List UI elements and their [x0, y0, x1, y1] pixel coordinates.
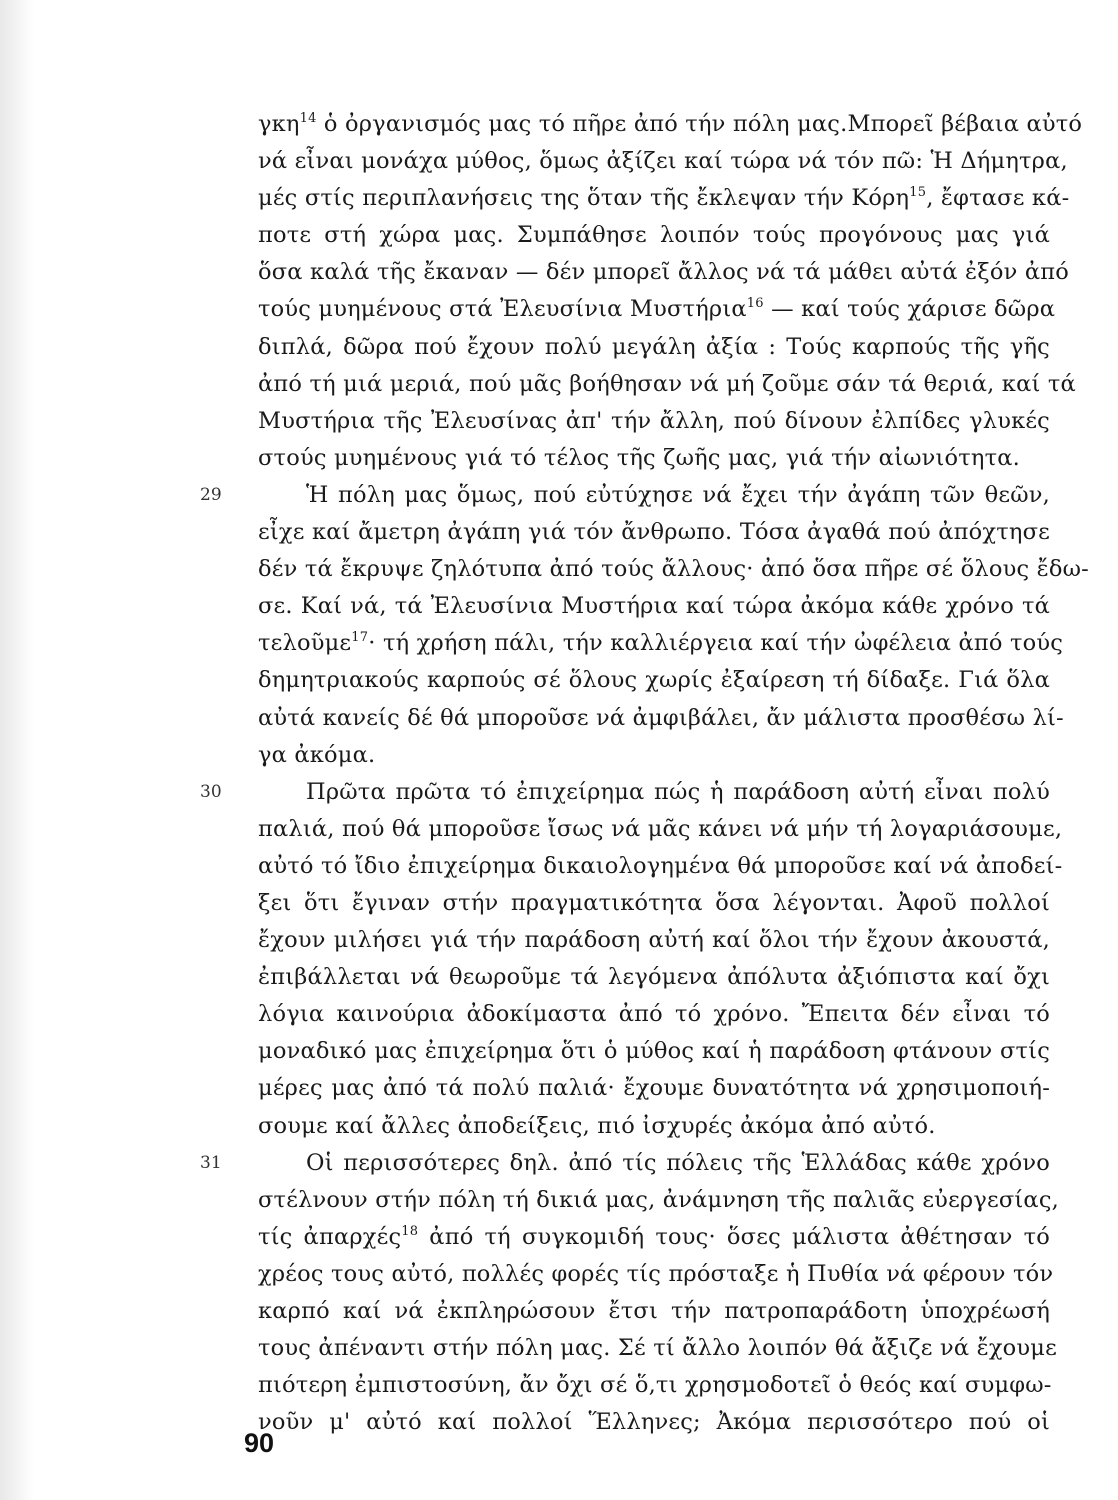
line-text: ἔχουν μιλήσει γιά τήν παράδοση αὐτή καί ὅλοι τήν ἔχουν ἀκουστά,: [258, 927, 1050, 954]
body-text: [258, 106, 1089, 1441]
text-line: [258, 106, 1083, 143]
line-text: καρπό καί νά ἐκπληρώσουν ἔτσι τήν πατροπαράδοτη ὑποχρέωσή: [258, 1298, 1050, 1324]
text-line: [258, 291, 1056, 328]
line-text: γα ἀκόμα.: [258, 741, 376, 768]
line-text: τελοῦμε: [258, 630, 352, 657]
text-line: [258, 143, 1068, 180]
line-text: εἶχε καί ἄμετρη ἀγάπη γιά τόν ἄνθρωπο. Τόσα ἀγαθά πού ἀπόχτησε: [258, 519, 1050, 546]
text-line: [258, 885, 1050, 922]
text-line: [258, 403, 1050, 440]
paragraph-number: 29: [200, 485, 222, 505]
text-line: [258, 477, 1050, 514]
line-text-continued: , ἔφτασε κά-: [926, 185, 1070, 212]
line-text: νοῦν μ' αὐτό καί πολλοί Ἕλληνες; Ἀκόμα περισσότερο πού οἱ: [258, 1409, 1050, 1436]
line-text-continued: ἀπό τή συγκομιδή τους· ὅσες μάλιστα ἀθέτησαν τό: [418, 1223, 1050, 1250]
paragraph-number: 31: [200, 1152, 222, 1173]
footnote-ref: 15: [909, 185, 927, 201]
text-line: [258, 1330, 1057, 1367]
text-line: [258, 440, 1050, 477]
line-text: ποτε στή χώρα μας. Συμπάθησε λοιπόν τούς προγόνους μας γιά: [258, 222, 1050, 249]
line-text: Μυστήρια τῆς Ἐλευσίνας ἀπ' τήν ἄλλη, πού δίνουν ἐλπίδες γλυκές: [258, 407, 1050, 434]
text-line: [258, 1070, 1050, 1107]
line-text-continued: · τή χρήση πάλι, τήν καλλιέργεια καί τήν ὠφέλεια ἀπό τούς: [368, 630, 1064, 657]
text-line: [258, 848, 1063, 885]
text-line: [258, 1219, 1050, 1256]
text-line: [258, 588, 1050, 625]
line-text: διπλά, δῶρα πού ἔχουν πολύ μεγάλη ἀξία : Τούς καρπούς τῆς γῆς: [258, 333, 1050, 360]
text-line: [258, 737, 1050, 774]
line-text: αὐτά κανείς δέ θά μποροῦσε νά ἀμφιβάλει, ἄν μάλιστα προσθέσω λί-: [258, 704, 1064, 731]
line-text: νά εἶναι μονάχα μύθος, ὅμως ἀξίζει καί τώρα νά τόν πῶ: Ἡ Δήμητρα,: [258, 148, 1068, 175]
text-line: [258, 811, 1063, 848]
line-text: ἀπό τή μιά μεριά, πού μᾶς βοήθησαν νά μή ζοῦμε σάν τά θεριά, καί τά: [258, 370, 1076, 397]
line-text: πιότερη ἐμπιστοσύνη, ἄν ὄχι σέ ὅ,τι χρησμοδοτεῖ ὁ θεός καί συμφω-: [258, 1372, 1052, 1399]
line-text: Πρῶτα πρῶτα τό ἐπιχείρημα πώς ἡ παράδοση αὐτή εἶναι πολύ: [306, 778, 1050, 805]
scan-edge-shadow: [0, 0, 34, 1500]
line-text: Ἡ πόλη μας ὅμως, πού εὐτύχησε νά ἔχει τήν ἀγάπη τῶν θεῶν,: [306, 481, 1050, 508]
line-text: μοναδικό μας ἐπιχείρημα ὅτι ὁ μύθος καί ἡ παράδοση φτάνουν στίς: [258, 1038, 1050, 1065]
text-line: [258, 1182, 1059, 1219]
footnote-ref: 16: [746, 296, 764, 312]
line-text: ξει ὅτι ἔγιναν στήν πραγματικότητα ὅσα λέγονται. Ἀφοῦ πολλοί: [258, 889, 1050, 916]
line-text: Οἱ περισσότερες δηλ. ἀπό τίς πόλεις τῆς Ἑλλάδας κάθε χρόνο: [306, 1149, 1050, 1176]
text-line: [258, 662, 1050, 699]
line-text: δέν τά ἔκρυψε ζηλότυπα ἀπό τούς ἄλλους· ἀπό ὅσα πῆρε σέ ὅλους ἔδω-: [258, 556, 1089, 583]
text-line: [258, 1404, 1050, 1441]
text-line: [258, 922, 1050, 959]
paragraph-number: 30: [200, 781, 222, 802]
footnote-ref: 17: [351, 630, 369, 646]
line-text-continued: ὁ ὀργανισμός μας τό πῆρε ἀπό τήν πόλη μας.Μπορεῖ βέβαια αὐτό: [316, 111, 1083, 137]
line-text: χρέος τους αὐτό, πολλές φορές τίς πρόσταξε ἡ Πυθία νά φέρουν τόν: [258, 1260, 1054, 1287]
line-text-continued: — καί τούς χάρισε δῶρα: [763, 296, 1056, 323]
line-text: ἐπιβάλλεται νά θεωροῦμε τά λεγόμενα ἀπόλυτα ἀξιόπιστα καί ὄχι: [258, 964, 1050, 991]
line-text: τους ἀπέναντι στήν πόλη μας. Σέ τί ἄλλο λοιπόν θά ἄξιζε νά ἔχουμε: [258, 1335, 1057, 1362]
text-line: [258, 1033, 1050, 1070]
line-text: στέλνουν στήν πόλη τή δικιά μας, ἀνάμνηση τῆς παλιᾶς εὐεργεσίας,: [258, 1186, 1059, 1213]
line-text: μές στίς περιπλανήσεις της ὅταν τῆς ἔκλεψαν τήν Κόρη: [258, 185, 910, 212]
line-text: δημητριακούς καρπούς σέ ὅλους χωρίς ἐξαίρεση τή δίδαξε. Γιά ὅλα: [258, 667, 1050, 694]
line-text: τίς ἀπαρχές: [258, 1223, 402, 1250]
line-text: στούς μυημένους γιά τό τέλος τῆς ζωῆς μας, γιά τήν αἰωνιότητα.: [258, 444, 1021, 471]
line-text: παλιά, πού θά μποροῦσε ἴσως νά μᾶς κάνει νά μήν τή λογαριάσουμε,: [258, 815, 1063, 842]
line-text: αὐτό τό ἴδιο ἐπιχείρημα δικαιολογημένα θά μποροῦσε καί νά ἀποδεί-: [258, 852, 1063, 879]
page-number: 90: [244, 1428, 275, 1458]
footnote-ref: 14: [299, 111, 317, 126]
text-line: [258, 329, 1050, 366]
text-line: [258, 254, 1069, 291]
line-text: σουμε καί ἄλλες ἀποδείξεις, πιό ἰσχυρές ἀκόμα ἀπό αὐτό.: [258, 1112, 936, 1139]
text-line: [258, 1145, 1050, 1182]
text-line: [258, 959, 1050, 996]
line-text: ὅσα καλά τῆς ἔκαναν — δέν μπορεῖ ἄλλος νά τά μάθει αὐτά ἐξόν ἀπό: [258, 259, 1069, 286]
text-line: [258, 551, 1089, 588]
line-text: σε. Καί νά, τά Ἐλευσίνια Μυστήρια καί τώρα ἀκόμα κάθε χρόνο τά: [258, 593, 1050, 620]
footnote-ref: 18: [401, 1223, 419, 1239]
text-line: [258, 514, 1050, 551]
text-line: [258, 1367, 1050, 1404]
text-line: [258, 625, 1064, 662]
line-text: λόγια καινούρια ἀδοκίμαστα ἀπό τό χρόνο. Ἔπειτα δέν εἶναι τό: [258, 1001, 1050, 1028]
text-line: [258, 700, 1064, 737]
text-line: [258, 996, 1050, 1033]
line-text: τούς μυημένους στά Ἐλευσίνια Μυστήρια: [258, 296, 747, 323]
text-line: [258, 366, 1076, 403]
text-line: [258, 1293, 1050, 1330]
text-line: [258, 180, 1070, 217]
text-line: [258, 1108, 1050, 1145]
text-line: [258, 1256, 1054, 1293]
line-text: μέρες μας ἀπό τά πολύ παλιά· ἔχουμε δυνατότητα νά χρησιμοποιή-: [258, 1075, 1050, 1102]
text-line: [258, 774, 1050, 811]
text-line: [258, 217, 1050, 254]
line-text: γκη: [258, 111, 300, 137]
